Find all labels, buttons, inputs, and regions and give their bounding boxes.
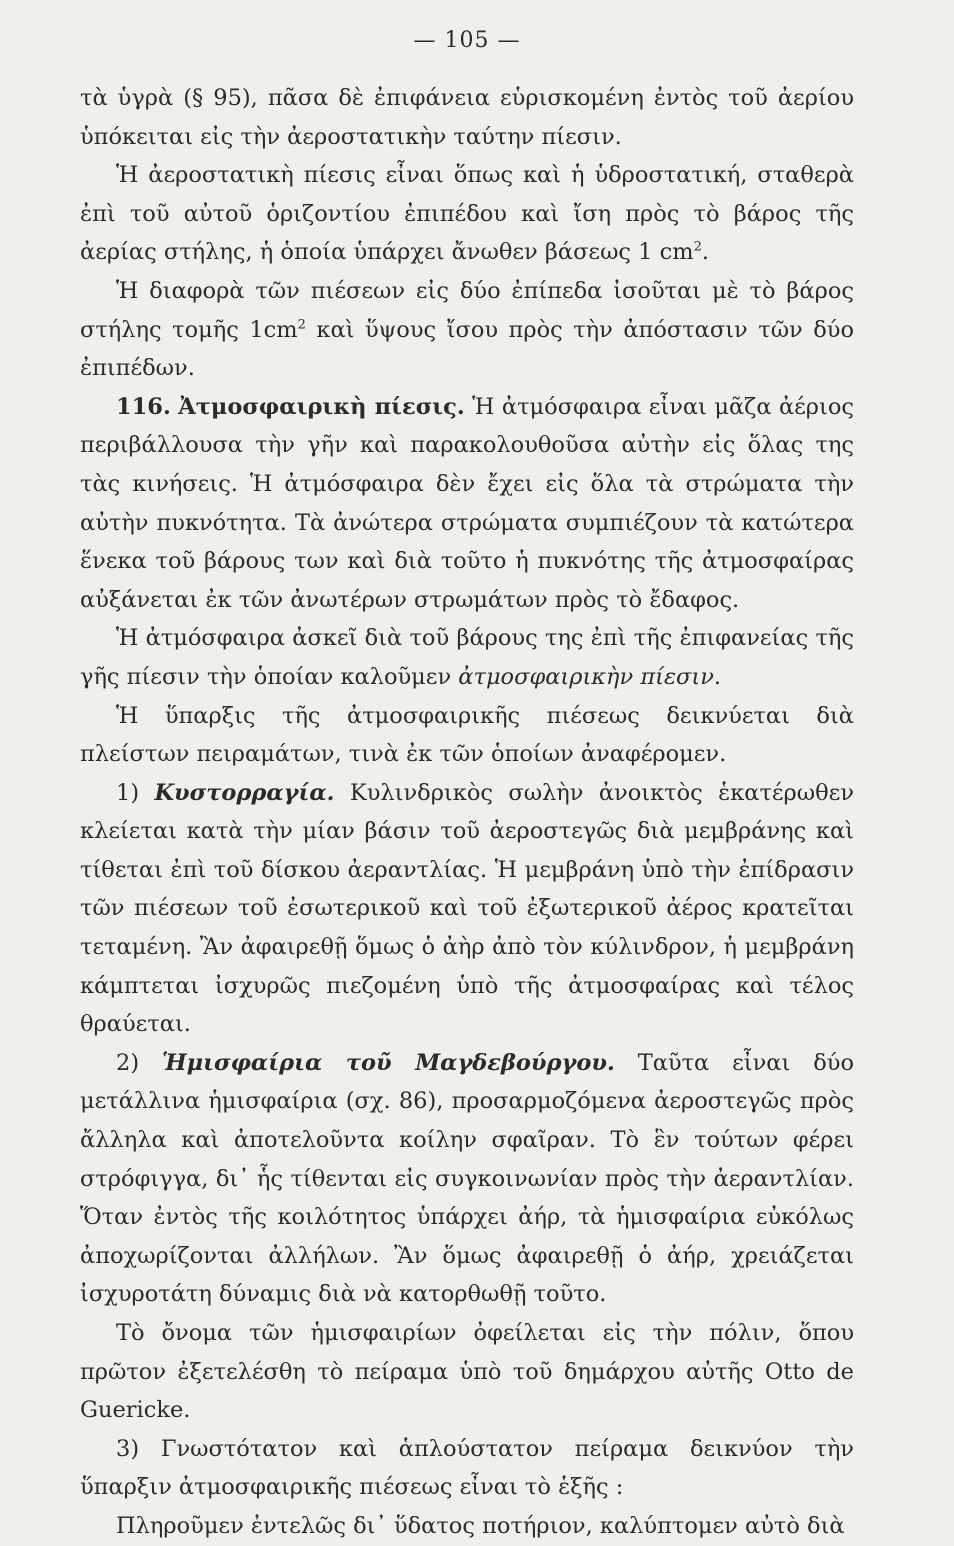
experiment-paragraph — [80, 1044, 854, 1314]
paragraph: τὰ ὑγρὰ (§ 95), πᾶσα δὲ ἐπιφάνεια εὑρισκομένη ἐντὸς τοῦ ἀερίου ὑπόκειται εἰς τὴν ἀεροστατικὴν ταύτην πίεσιν. — [80, 85, 854, 150]
superscript: 2 — [693, 239, 702, 255]
text-run: Ἡ διαφορὰ τῶν πιέσεων εἰς δύο ἐπίπεδα ἰσοῦται μὲ τὸ βάρος στήλης τομῆς 1cm — [80, 277, 854, 343]
paragraph — [80, 156, 854, 272]
text-run: . — [701, 239, 710, 266]
text-run: . — [713, 663, 722, 690]
text-run: Κυλινδρικὸς σωλὴν ἀνοικτὸς ἑκατέρωθεν κλείεται κατὰ τὴν μίαν βάσιν τοῦ ἀεροστεγῶς διὰ μεμβράνης καὶ τίθεται ἐπὶ τοῦ δίσκου ἀεραντλίας. Ἡ μεμβράνη ὑπὸ τὴν ἐπίδρασιν τῶν πιέσεων τοῦ ἐσωτερικοῦ καὶ τοῦ ἐξωτερικοῦ ἀέρος κρατεῖται τεταμένη. Ἂν ἀφαιρεθῇ ὅμως ὁ ἀὴρ ἀπὸ τὸν κύλινδρον, ἡ μεμβράνη κάμπτεται ἰσχυρῶς πιεζομένη ὑπὸ τῆς ἀτμοσφαίρας καὶ τέλος θραύεται. — [80, 779, 855, 1038]
text-run: Ἡ ἀτμόσφαιρα ἀσκεῖ διὰ τοῦ βάρους της ἐπὶ τῆς ἐπιφανείας τῆς γῆς πίεσιν τὴν ὁποίαν καλοῦμεν — [80, 625, 854, 690]
list-number: 1) — [116, 779, 140, 806]
text-run: καὶ ὕψους ἴσου πρὸς τὴν ἀπόστασιν τῶν δύο ἐπιπέδων. — [80, 316, 854, 382]
experiment-paragraph — [80, 774, 854, 1044]
paragraph — [80, 619, 854, 696]
page-number: — 105 — — [413, 28, 521, 53]
experiment-title: Κυστορραγία. — [154, 779, 335, 806]
page-body — [80, 79, 854, 1546]
paragraph: Πληροῦμεν ἐντελῶς δι᾽ ὕδατος ποτήριον, καλύπτομεν αὐτὸ διὰ — [116, 1512, 845, 1539]
text-run: Ἡ ἀτμόσφαιρα εἶναι μᾶζα ἀέριος περιβάλλουσα τὴν γῆν καὶ παρακολουθοῦσα αὐτὴν εἰς ὅλας της τὰς κινήσεις. Ἡ ἀτμόσφαιρα δὲν ἔχει εἰς ὅλα τὰ στρώματα τὴν αὐτὴν πυκνότητα. Τὰ ἀνώτερα στρώματα συμπιέζουν τὰ κατώτερα ἕνεκα τοῦ βάρους των καὶ διὰ τοῦτο ἡ πυκνότης τῆς ἀτμοσφαίρας αὐξάνεται ἐκ τῶν ἀνωτέρων στρωμάτων πρὸς τὸ ἔδαφος. — [80, 393, 855, 613]
section-paragraph — [80, 388, 854, 620]
paragraph: Ἡ ὕπαρξις τῆς ἀτμοσφαιρικῆς πιέσεως δεικνύεται διὰ πλείστων πειραμάτων, τινὰ ἐκ τῶν ὁποίων ἀναφέρομεν. — [80, 702, 854, 768]
paragraph: Τὸ ὄνομα τῶν ἡμισφαιρίων ὀφείλεται εἰς τὴν πόλιν, ὅπου πρῶτον ἐξετελέσθη τὸ πείραμα ὑπὸ τοῦ δημάρχου αὐτῆς Otto de Guericke. — [80, 1320, 854, 1424]
experiment-title: Ἡμισφαίρια τοῦ Μαγδεβούργου. — [162, 1049, 615, 1076]
list-number: 2) — [116, 1049, 140, 1076]
text-run: Ἡ ἀεροστατικὴ πίεσις εἶναι ὅπως καὶ ἡ ὑδροστατική, σταθερὰ ἐπὶ τοῦ αὐτοῦ ὁριζοντίου ἐπιπέδου καὶ ἴση πρὸς τὸ βάρος τῆς ἀερίας στήλης, ἡ ὁποία ὑπάρχει ἄνωθεν βάσεως 1 cm — [80, 162, 854, 266]
emphasis: ἀτμοσφαιρικὴν πίεσιν — [458, 663, 714, 690]
section-title: Ἀτμοσφαιρικὴ πίεσις. — [178, 393, 465, 420]
text-run: Ταῦτα εἶναι δύο μετάλλινα ἡμισφαίρια (σχ. 86), προσαρμοζόμενα ἀεροστεγῶς πρὸς ἄλληλα καὶ ἀποτελοῦντα κοίλην σφαῖραν. Τὸ ἓν τούτων φέρει στρόφιγγα, δι᾽ ἧς τίθενται εἰς συγκοινωνίαν πρὸς τὴν ἀεραντλίαν. Ὅταν ἐντὸς τῆς κοιλότητος ὑπάρχει ἀήρ, τὰ ἡμισφαίρια εὐκόλως ἀποχωρίζονται ἀλλήλων. Ἂν ὅμως ἀφαιρεθῇ ὁ ἀήρ, χρειάζεται ἰσχυροτάτη δύναμις διὰ νὰ κατορθωθῇ τοῦτο. — [80, 1049, 854, 1308]
paragraph — [80, 272, 854, 388]
superscript: 2 — [297, 317, 306, 333]
section-number: 116. — [116, 393, 171, 420]
experiment-paragraph: 3) Γνωστότατον καὶ ἁπλούστατον πείραμα δεικνύον τὴν ὕπαρξιν ἀτμοσφαιρικῆς πιέσεως εἶναι τὸ ἑξῆς : — [80, 1435, 854, 1501]
